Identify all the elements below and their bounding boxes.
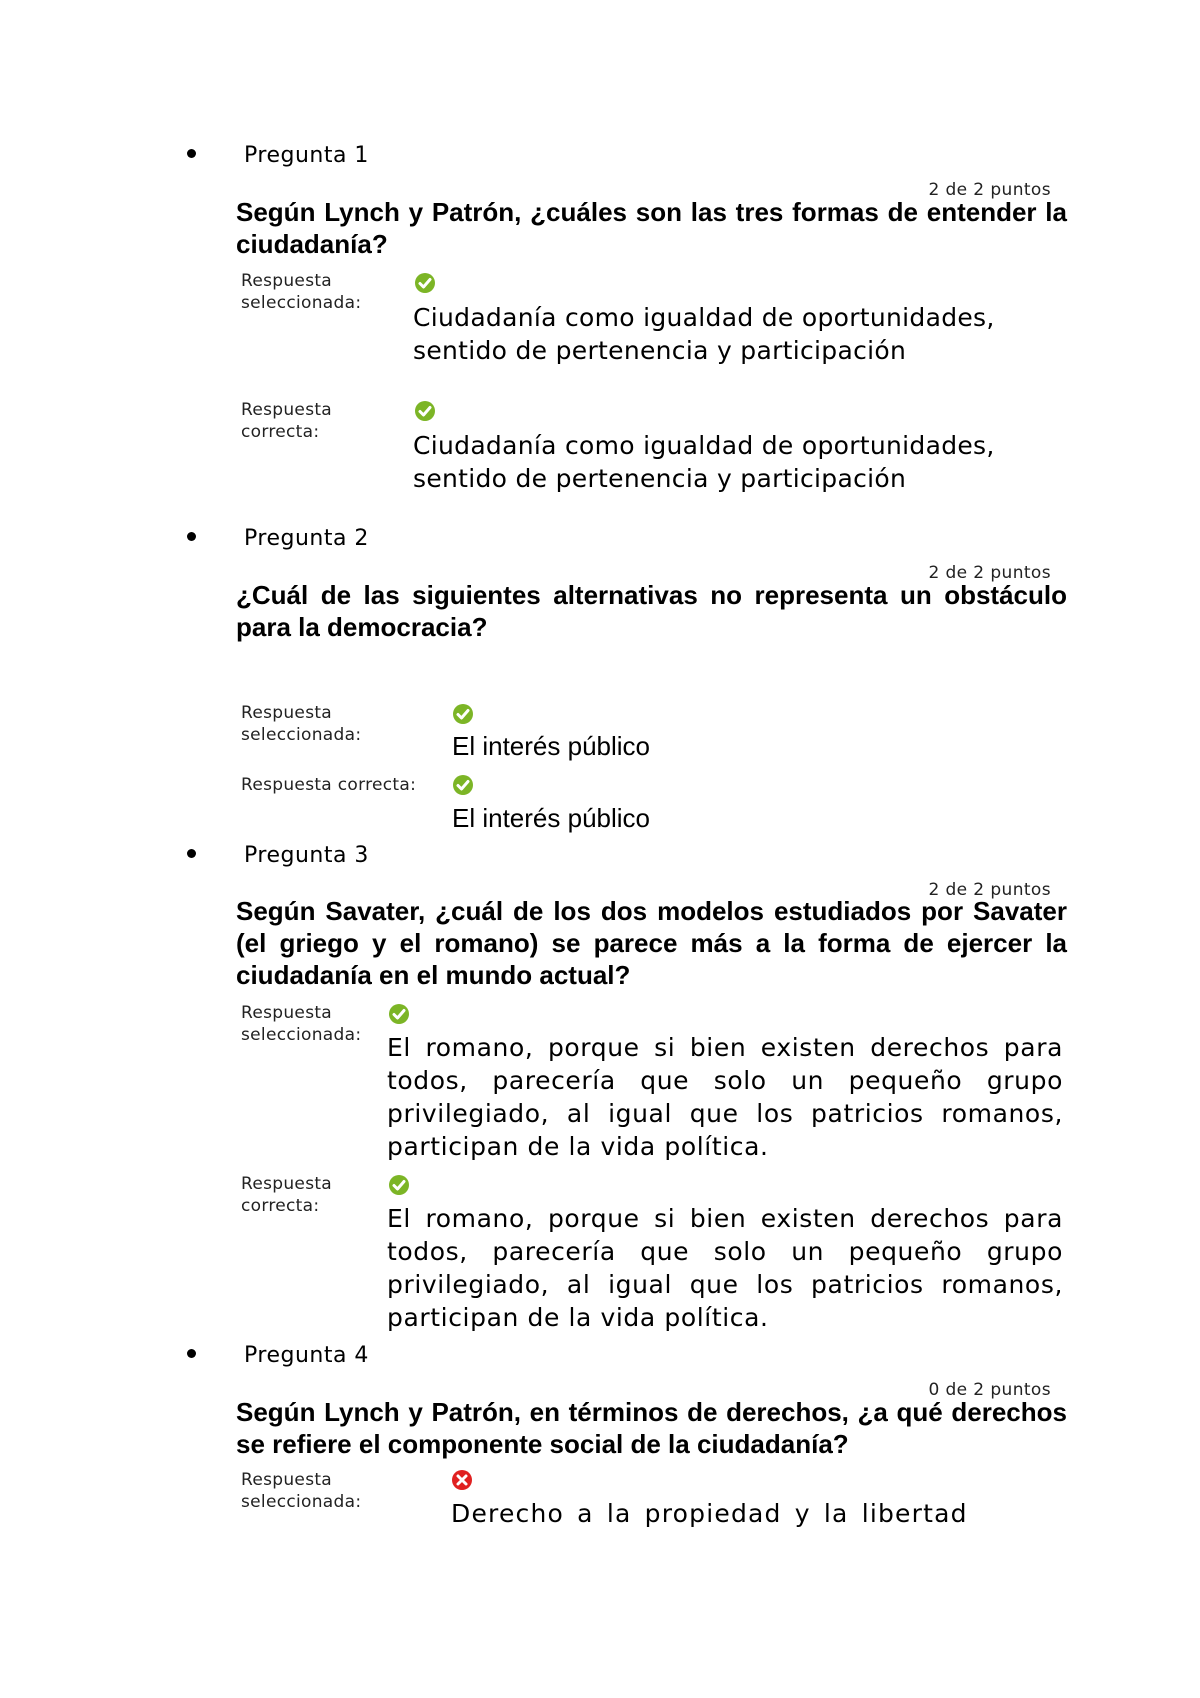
bullet <box>187 849 196 858</box>
check-circle-icon <box>388 1174 410 1196</box>
check-circle-icon <box>414 400 436 422</box>
question-score: 2 de 2 puntos <box>928 880 1051 900</box>
correct-answer-label: Respuesta correcta: <box>241 1174 333 1216</box>
correct-answer-label: Respuesta correcta: <box>241 400 333 442</box>
bullet <box>187 149 196 158</box>
question-score: 2 de 2 puntos <box>928 563 1051 583</box>
selected-answer-text: Derecho a la propiedad y la libertad <box>451 1499 968 1528</box>
selected-answer-text: Ciudadanía como igualdad de oportunidades, sentido de pertenencia y participación <box>413 303 995 365</box>
selected-answer-text: El interés público <box>452 731 650 761</box>
question-title: Pregunta 3 <box>244 843 369 868</box>
check-circle-icon <box>452 774 474 796</box>
correct-answer-text: El interés público <box>452 803 650 833</box>
correct-answer-label: Respuesta correcta: <box>241 775 417 795</box>
bullet <box>187 532 196 541</box>
question-text: Según Lynch y Patrón, en términos de derechos, ¿a qué derechos se refiere el componente social de la ciudadanía? <box>236 1397 1067 1459</box>
question-score: 0 de 2 puntos <box>928 1380 1051 1400</box>
question-title: Pregunta 4 <box>244 1343 369 1368</box>
question-score: 2 de 2 puntos <box>928 180 1051 200</box>
bullet <box>187 1349 196 1358</box>
selected-answer-label: Respuesta seleccionada: <box>241 271 362 313</box>
check-circle-icon <box>452 703 474 725</box>
selected-answer-label: Respuesta seleccionada: <box>241 1470 362 1512</box>
check-circle-icon <box>388 1003 410 1025</box>
question-title: Pregunta 2 <box>244 526 369 551</box>
x-circle-icon <box>451 1469 473 1491</box>
selected-answer-label: Respuesta seleccionada: <box>241 703 362 745</box>
question-title: Pregunta 1 <box>244 143 369 168</box>
question-text: ¿Cuál de las siguientes alternativas no representa un obstáculo para la democracia? <box>236 580 1067 642</box>
correct-answer-text: Ciudadanía como igualdad de oportunidades, sentido de pertenencia y participación <box>413 431 995 493</box>
selected-answer-label: Respuesta seleccionada: <box>241 1003 362 1045</box>
question-text: Según Lynch y Patrón, ¿cuáles son las tres formas de entender la ciudadanía? <box>236 197 1067 259</box>
question-text: Según Savater, ¿cuál de los dos modelos estudiados por Savater (el griego y el romano) se parece más a la forma de ejercer la ciudadanía en el mundo actual? <box>236 896 1067 990</box>
selected-answer-text: El romano, porque si bien existen derechos para todos, parecería que solo un pequeño grupo privilegiado, al igual que los patricios romanos, participan de la vida política. <box>387 1033 1063 1161</box>
check-circle-icon <box>414 272 436 294</box>
correct-answer-text: El romano, porque si bien existen derechos para todos, parecería que solo un pequeño grupo privilegiado, al igual que los patricios romanos, participan de la vida política. <box>387 1204 1063 1332</box>
